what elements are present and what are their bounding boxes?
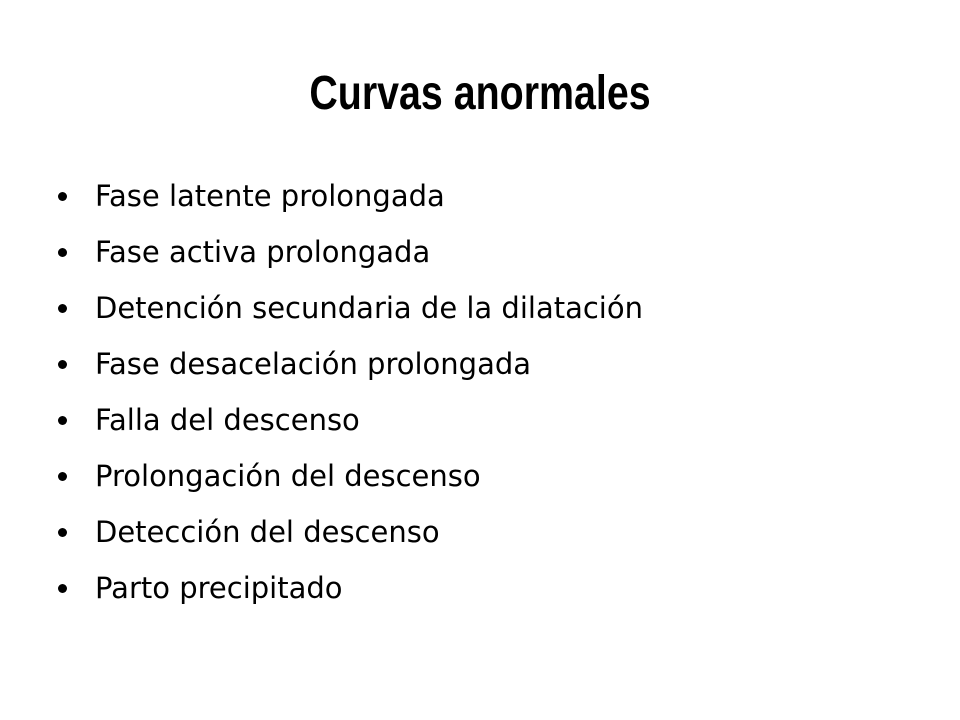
list-item <box>58 509 918 565</box>
slide-title: Curvas anormales <box>309 67 651 120</box>
bullet-dot-icon <box>58 192 67 201</box>
list-item <box>58 565 918 621</box>
list-item <box>58 397 918 453</box>
list-item <box>58 173 918 229</box>
bullet-text: Detección del descenso <box>95 515 440 549</box>
bullet-dot-icon <box>58 248 67 257</box>
bullet-dot-icon <box>58 304 67 313</box>
bullet-text: Fase latente prolongada <box>95 179 445 213</box>
bullet-text: Fase desacelación prolongada <box>95 347 532 381</box>
bullet-dot-icon <box>58 528 67 537</box>
bullet-text: Falla del descenso <box>95 403 360 437</box>
bullet-dot-icon <box>58 416 67 425</box>
bullet-text: Detención secundaria de la dilatación <box>95 291 643 325</box>
list-item <box>58 229 918 285</box>
list-item <box>58 285 918 341</box>
bullet-dot-icon <box>58 584 67 593</box>
bullet-list <box>58 173 918 621</box>
bullet-text: Fase activa prolongada <box>95 235 431 269</box>
bullet-dot-icon <box>58 472 67 481</box>
bullet-text: Parto precipitado <box>95 571 343 605</box>
bullet-text: Prolongación del descenso <box>95 459 481 493</box>
list-item <box>58 341 918 397</box>
bullet-dot-icon <box>58 360 67 369</box>
list-item <box>58 453 918 509</box>
